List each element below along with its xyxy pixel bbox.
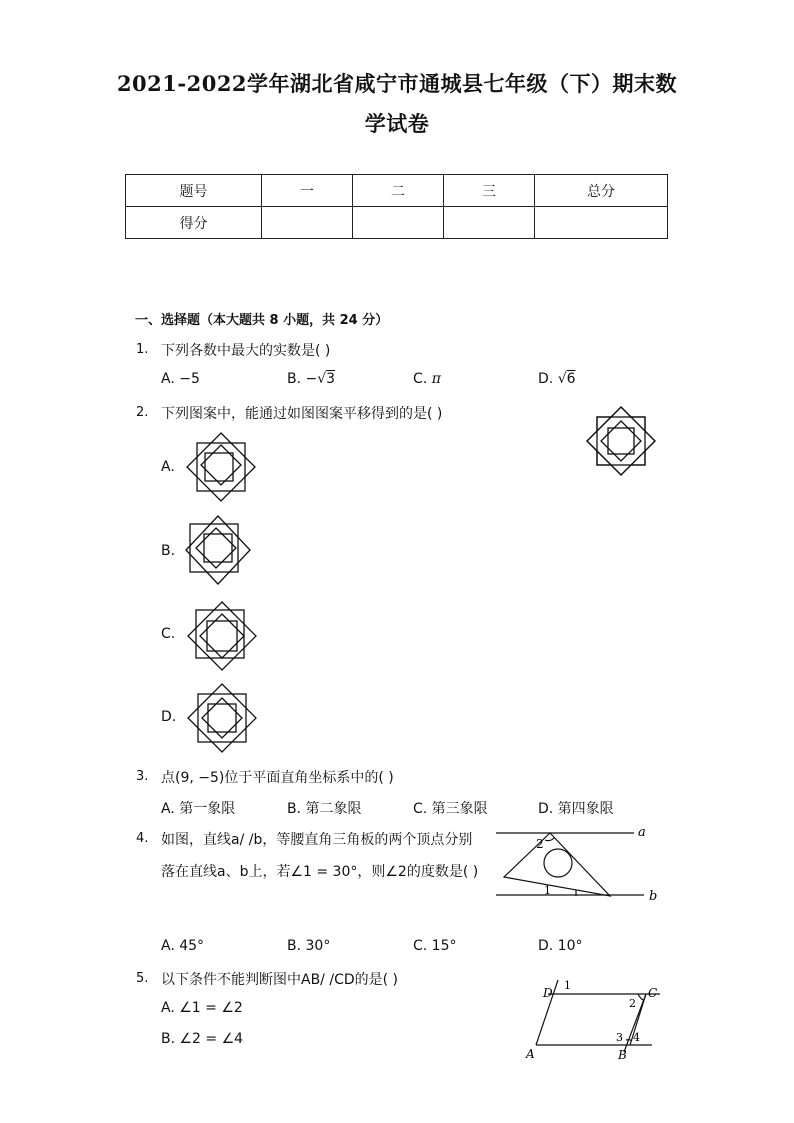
angle-4-label: 4: [633, 1031, 640, 1044]
option-b-label: B.: [161, 543, 176, 559]
point-b-label: B: [618, 1048, 627, 1062]
question-number: 4.: [136, 831, 149, 846]
score-table: [125, 174, 668, 239]
angle-1-label: 1: [544, 884, 551, 897]
score-cell: [262, 207, 353, 239]
option-c: C. 15°: [413, 938, 457, 954]
option-a: A. −5: [161, 371, 200, 387]
line-a-label: a: [638, 825, 646, 840]
option-c-pattern-figure: [186, 600, 258, 672]
exam-title-line1: 2021-2022学年湖北省咸宁市通城县七年级（下）期末数: [116, 71, 678, 96]
angle-1-label: 1: [564, 979, 571, 992]
point-c-label: C: [648, 986, 658, 1000]
parallel-lines-triangle-figure: [488, 822, 666, 910]
sqrt-icon: √: [557, 371, 567, 387]
score-header-cell: 题号: [126, 175, 262, 207]
question-text: 下列各数中最大的实数是( ): [161, 343, 331, 359]
radicand: 6: [566, 371, 576, 387]
option-c: [413, 371, 441, 387]
question-text: 点(9, −5)位于平面直角坐标系中的( ): [161, 770, 394, 786]
option-a-label: A.: [161, 459, 175, 475]
point-a-label: A: [526, 1047, 535, 1061]
option-b-prefix: B. −: [287, 371, 318, 387]
exam-title-line2: 学试卷: [364, 111, 430, 136]
option-d: D. 10°: [538, 938, 583, 954]
question-text-line2: 落在直线a、b上，若∠1 = 30°，则∠2的度数是( ): [161, 864, 479, 880]
parallelogram-figure: [522, 974, 664, 1064]
option-b-pattern-figure: [182, 514, 254, 586]
option-d: D. 第四象限: [538, 801, 614, 817]
option-c-prefix: C.: [413, 371, 432, 387]
option-a: A. ∠1 = ∠2: [161, 1000, 243, 1016]
score-header-cell: 二: [353, 175, 444, 207]
question-text: 下列图案中，能通过如图图案平移得到的是( ): [161, 406, 443, 422]
score-table-header-row: [126, 175, 668, 207]
option-d-pattern-figure: [186, 682, 258, 754]
point-d-label: D: [543, 986, 553, 1000]
option-a: A. 第一象限: [161, 801, 236, 817]
reference-pattern-figure: [583, 403, 659, 479]
score-cell: [444, 207, 535, 239]
score-header-cell: 总分: [535, 175, 668, 207]
question-text: 以下条件不能判断图中AB/ /CD的是( ): [161, 972, 398, 988]
angle-2-label: 2: [629, 997, 636, 1010]
angle-2-label: 2: [536, 837, 544, 851]
option-a-pattern-figure: [185, 431, 257, 503]
question-text-line1: 如图，直线a/ /b，等腰直角三角板的两个顶点分别: [161, 832, 473, 848]
score-cell: [535, 207, 668, 239]
option-c: C. 第三象限: [413, 801, 488, 817]
option-a: A. 45°: [161, 938, 205, 954]
line-b-label: b: [649, 889, 658, 904]
option-b: [287, 371, 335, 387]
score-row-label: 得分: [126, 207, 262, 239]
option-b: B. 第二象限: [287, 801, 362, 817]
radicand: 3: [326, 371, 336, 387]
score-cell: [353, 207, 444, 239]
score-header-cell: 三: [444, 175, 535, 207]
sqrt-icon: √: [317, 371, 327, 387]
question-number: 3.: [136, 769, 149, 784]
score-header-cell: 一: [262, 175, 353, 207]
question-number: 2.: [136, 405, 149, 420]
angle-3-label: 3: [616, 1031, 623, 1044]
question-number: 1.: [136, 342, 149, 357]
option-b: B. ∠2 = ∠4: [161, 1031, 244, 1047]
option-d-label: D.: [161, 709, 177, 725]
option-d: [538, 371, 576, 387]
pi-value: π: [431, 371, 441, 387]
option-d-prefix: D.: [538, 371, 558, 387]
section-heading: 一、选择题（本大题共 8 小题，共 24 分）: [135, 313, 389, 328]
option-c-label: C.: [161, 626, 176, 642]
score-table-score-row: [126, 207, 668, 239]
option-b: B. 30°: [287, 938, 331, 954]
question-number: 5.: [136, 971, 149, 986]
